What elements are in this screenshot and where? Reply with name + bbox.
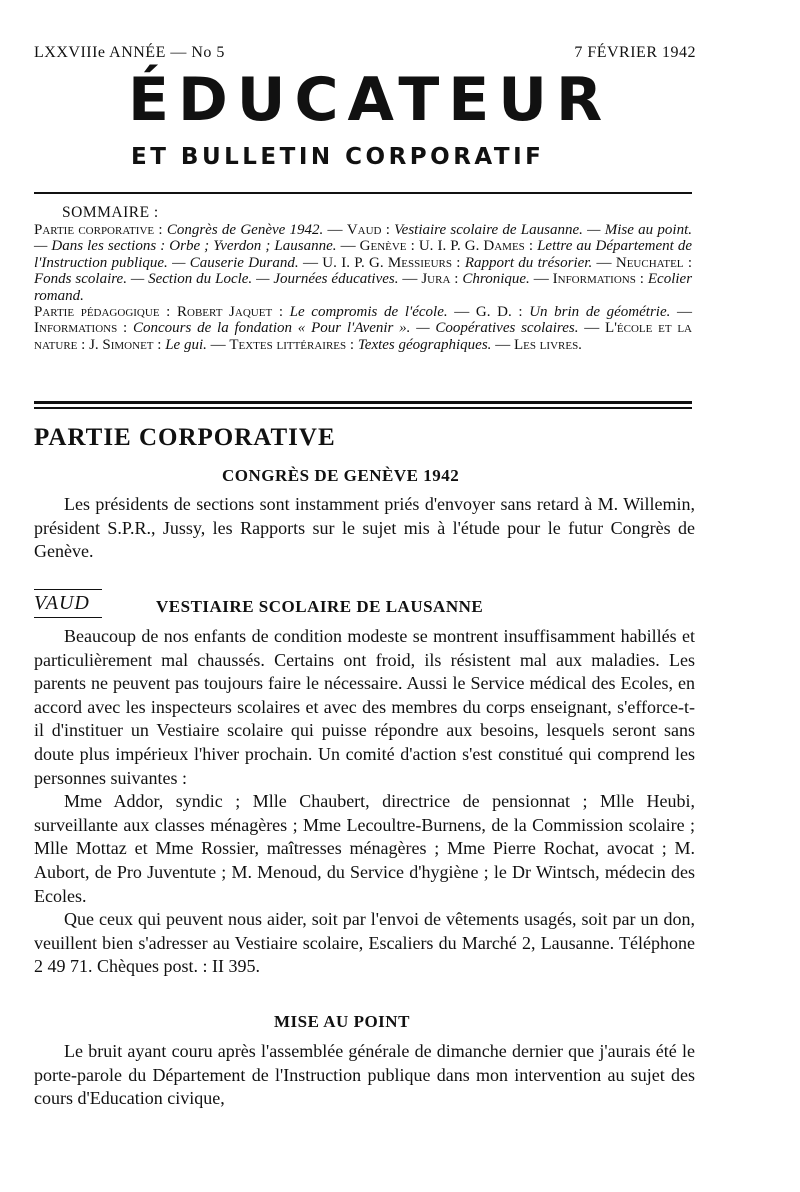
mise-body — [34, 1040, 695, 1111]
toc-label: J. Simonet : — [89, 336, 162, 353]
toc-text: Un brin de géométrie. — [529, 304, 671, 321]
toc-partie-pedagogique: Partie pédagogique : Robert Jaquet : Le compromis de l'école. — G. D. : Un brin de géométrie. — Informations : Concours de la fondation « Pour l'Avenir ». — Coopératives scolaires. — L'école et la nature : J. Simonet : Le gui. — Textes littéraires : Textes géographiques. — Les livres. — [34, 304, 693, 353]
toc-label: Informations : — [34, 320, 128, 337]
toc-text: Congrès de Genève 1942. — [166, 222, 324, 238]
issue-date: 7 FÉVRIER 1942 — [574, 44, 696, 61]
toc-text: Ecolier romand. — [34, 271, 693, 304]
heading-congres: CONGRÈS DE GENÈVE 1942 — [222, 466, 460, 485]
toc-text: Le compromis de l'école. — [289, 304, 448, 321]
toc-label: Neuchatel : — [615, 254, 693, 271]
congres-body — [34, 493, 695, 564]
toc-label: Informations : — [552, 271, 644, 288]
toc-label: Vaud : — [346, 222, 390, 238]
toc-text: Vestiaire scolaire de Lausanne. — Mise au point. — Dans les sections : Orbe ; Yverdon ; Lausanne. — [34, 222, 693, 255]
vaud-rule-top — [34, 589, 102, 590]
toc-text: Chronique. — [462, 271, 530, 288]
divider-double — [34, 401, 692, 409]
vaud-rule-bottom — [34, 617, 102, 618]
table-of-contents — [34, 222, 692, 353]
toc-text: Textes géographiques. — [357, 336, 492, 353]
divider-top — [34, 192, 692, 194]
toc-text: Fonds scolaire. — Section du Locle. — Journées éducatives. — [34, 271, 399, 288]
masthead-title: ÉDUCATEUR — [128, 65, 612, 135]
toc-label: Jura : — [421, 271, 459, 288]
toc-label: G. D. : — [475, 304, 523, 321]
paragraph: Mme Addor, syndic ; Mlle Chaubert, directrice de pensionnat ; Mlle Heubi, surveillante aux classes ménagères ; Mme Lecoultre-Burnens, de la Commission scolaire ; Mlle Mottaz et Mme Rossier, maîtresses ménagères ; Mme Pierre Rochat, avocat ; M. Aubort, de Pro Juventute ; M. Menoud, du Service d'hygiène ; le Dr Wintsch, médecin des Ecoles. — [34, 791, 695, 906]
toc-label: U. I. P. G. Messieurs : — [322, 254, 461, 271]
toc-text: Rapport du trésorier. — [464, 254, 593, 271]
masthead-subtitle: ET BULLETIN CORPORATIF — [131, 144, 545, 170]
section-title: PARTIE CORPORATIVE — [34, 424, 336, 451]
paragraph: Le bruit ayant couru après l'assemblée générale de dimanche dernier que j'aurais été le porte-parole du Département de l'Instruction publique dans mon intervention au sujet des cours d'Education civique, — [34, 1041, 695, 1109]
toc-label: Les livres. — [513, 336, 582, 353]
toc-partie-corporative: Partie corporative : Congrès de Genève 1942. — Vaud : Vestiaire scolaire de Lausanne. — Mise au point. — Dans les sections : Orbe ; Yverdon ; Lausanne. — Genève : U. I. P. G. Dames : Lettre au Département de l'Instruction publique. — Causerie Durand. — U. I. P. G. Messieurs : Rapport du trésorier. — Neuchatel : Fonds scolaire. — Section du Locle. — Journées éducatives. — Jura : Chronique. — Informations : Ecolier romand. — [34, 222, 693, 304]
toc-label: Genève : — [359, 238, 415, 255]
vestiaire-body — [34, 625, 695, 979]
paragraph: Les présidents de sections sont instamment priés d'envoyer sans retard à M. Willemin, président S.P.R., Jussy, les Rapports sur le sujet mis à l'étude pour le futur Congrès de Genève. — [34, 494, 695, 562]
toc-label: U. I. P. G. Dames : — [418, 238, 534, 255]
paragraph: Beaucoup de nos enfants de condition modeste se montrent insuffisamment habillés et particulièrement mal chaussés. Certains ont froid, ils résistent mal aux maladies. Les parents ne peuvent pas toujours faire le nécessaire. Aussi le Service médical des Ecoles, en accord avec les inspecteurs scolaires et avec des membres du corps enseignant, s'efforce-t-il d'instituer un Vestiaire scolaire qui puisse répondre aux besoins, lesquels seront sans doute plus impérieux l'hiver prochain. Un comité d'action s'est constitué qui comprend les personnes suivantes : — [34, 626, 695, 788]
toc-label: Robert Jaquet : — [177, 304, 283, 321]
toc-label: L'école et la nature : — [34, 320, 693, 353]
toc-label: Textes littéraires : — [229, 336, 355, 353]
paragraph: Que ceux qui peuvent nous aider, soit par l'envoi de vêtements usagés, soit par un don, veuillent bien s'adresser au Vestiaire scolaire, Escaliers du Marché 2, Lausanne. Téléphone 2 49 71. Chèques post. : II 395. — [34, 909, 695, 977]
toc-text: Le gui. — [165, 336, 207, 353]
sommaire-title: SOMMAIRE : — [62, 204, 159, 221]
toc-text: Lettre au Département de l'Instruction publique. — Causerie Durand. — [34, 238, 693, 271]
toc-text: Concours de la fondation « Pour l'Avenir ». — Coopératives scolaires. — [132, 320, 579, 337]
toc-label: Partie corporative : — [34, 222, 163, 238]
toc-label: Partie pédagogique : — [34, 304, 171, 321]
issue-number: LXXVIIIe ANNÉE — No 5 — [34, 44, 225, 61]
heading-vestiaire: VESTIAIRE SCOLAIRE DE LAUSANNE — [156, 597, 484, 616]
heading-mise-au-point: MISE AU POINT — [274, 1012, 410, 1031]
vaud-tag: VAUD — [34, 592, 90, 614]
